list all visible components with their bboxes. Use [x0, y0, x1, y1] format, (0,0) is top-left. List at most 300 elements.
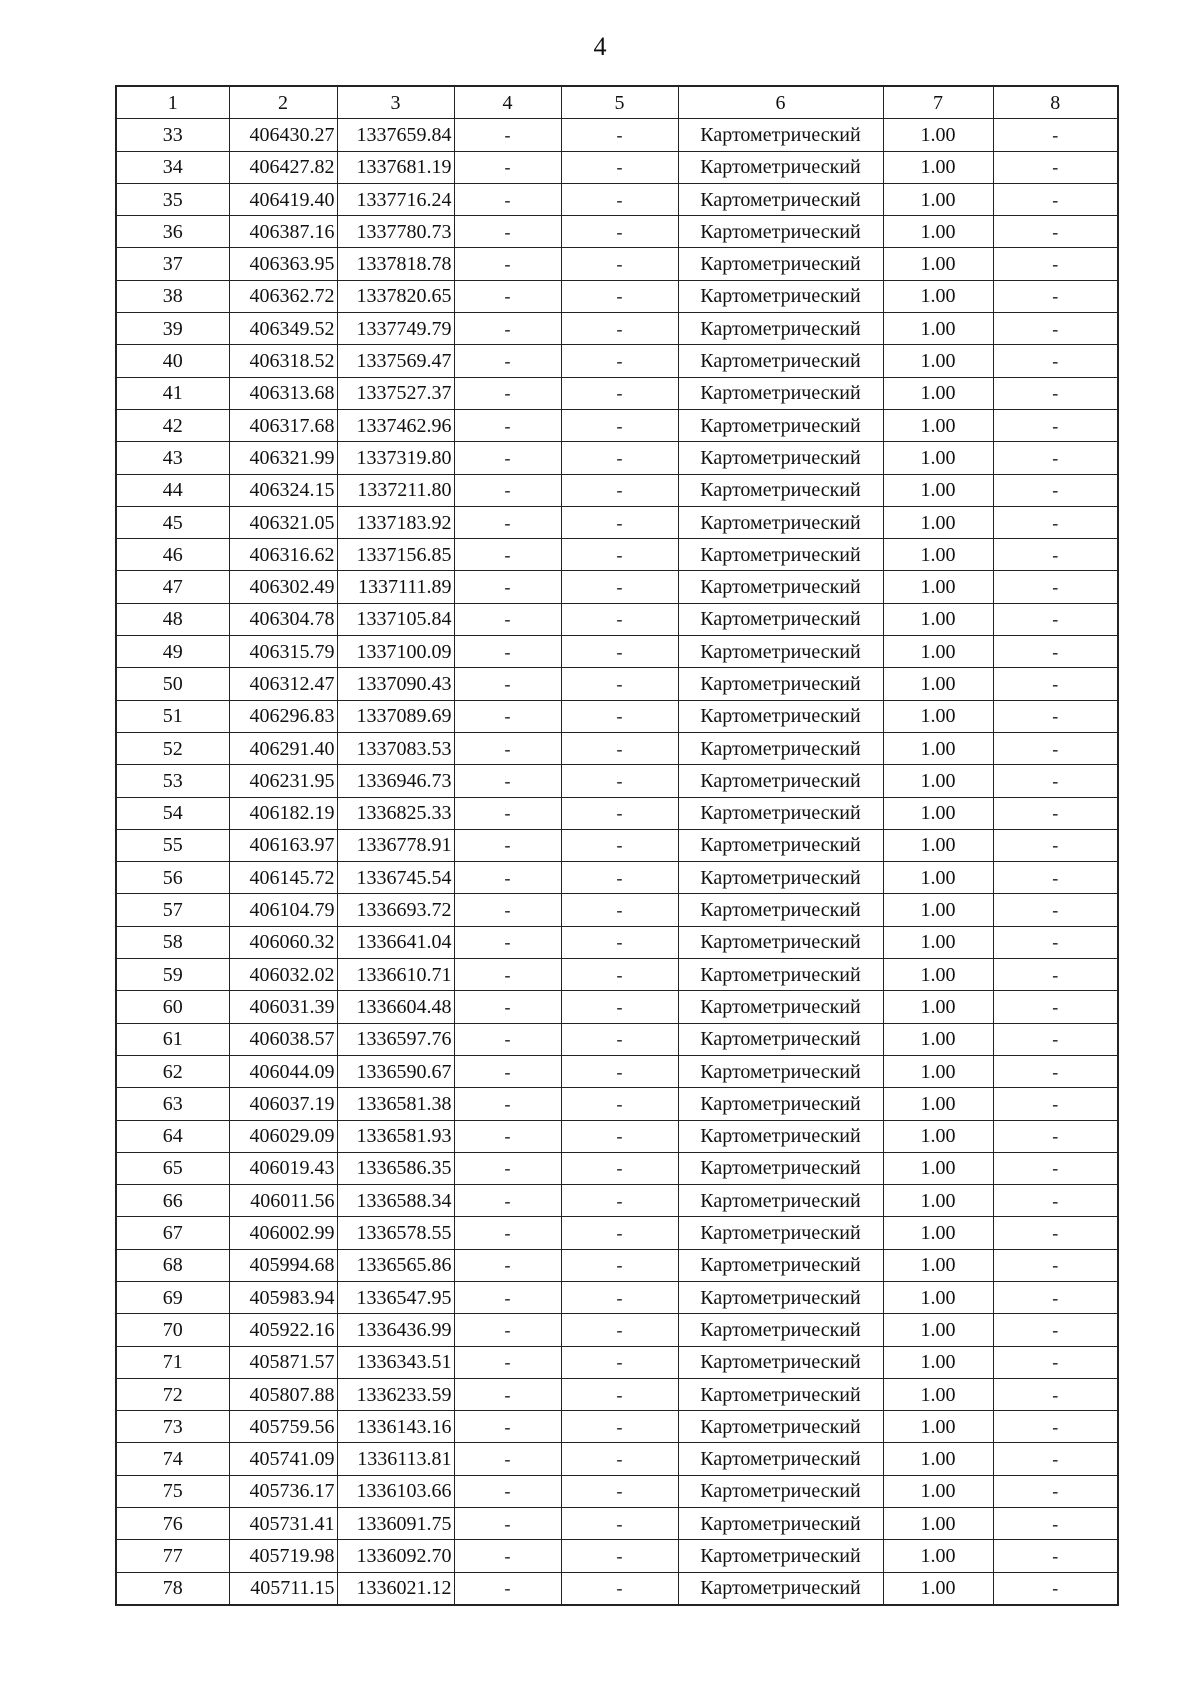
column-5-cell: - [561, 377, 678, 409]
column-5-cell: - [561, 1249, 678, 1281]
column-4-cell: - [454, 1411, 561, 1443]
table-row [116, 216, 1118, 248]
column-5-cell: - [561, 474, 678, 506]
table-row [116, 1185, 1118, 1217]
column-5-cell: - [561, 926, 678, 958]
column-4-cell: - [454, 1475, 561, 1507]
column-5-cell: - [561, 183, 678, 215]
method-cell: Картометрический [678, 636, 883, 668]
accuracy-cell: 1.00 [883, 1314, 993, 1346]
y-coordinate-cell: 1336745.54 [337, 862, 454, 894]
table-row [116, 829, 1118, 861]
point-number-cell: 71 [116, 1346, 229, 1378]
point-number-cell: 64 [116, 1120, 229, 1152]
accuracy-cell: 1.00 [883, 1120, 993, 1152]
column-8-cell: - [993, 474, 1118, 506]
point-number-cell: 48 [116, 603, 229, 635]
accuracy-cell: 1.00 [883, 474, 993, 506]
point-number-cell: 43 [116, 442, 229, 474]
x-coordinate-cell: 406313.68 [229, 377, 337, 409]
x-coordinate-cell: 406231.95 [229, 765, 337, 797]
page-number: 4 [593, 32, 607, 61]
table-row [116, 1088, 1118, 1120]
accuracy-cell: 1.00 [883, 700, 993, 732]
column-header-5: 5 [561, 86, 678, 119]
method-cell: Картометрический [678, 1475, 883, 1507]
point-number-cell: 57 [116, 894, 229, 926]
y-coordinate-cell: 1337749.79 [337, 313, 454, 345]
column-4-cell: - [454, 377, 561, 409]
column-5-cell: - [561, 1572, 678, 1605]
accuracy-cell: 1.00 [883, 732, 993, 764]
accuracy-cell: 1.00 [883, 313, 993, 345]
x-coordinate-cell: 406317.68 [229, 409, 337, 441]
column-4-cell: - [454, 216, 561, 248]
column-5-cell: - [561, 1540, 678, 1572]
column-4-cell: - [454, 1572, 561, 1605]
column-8-cell: - [993, 1217, 1118, 1249]
method-cell: Картометрический [678, 1088, 883, 1120]
column-5-cell: - [561, 539, 678, 571]
column-4-cell: - [454, 732, 561, 764]
table-row [116, 1281, 1118, 1313]
column-4-cell: - [454, 894, 561, 926]
column-5-cell: - [561, 216, 678, 248]
method-cell: Картометрический [678, 571, 883, 603]
accuracy-cell: 1.00 [883, 1217, 993, 1249]
column-header-4: 4 [454, 86, 561, 119]
y-coordinate-cell: 1336946.73 [337, 765, 454, 797]
accuracy-cell: 1.00 [883, 1508, 993, 1540]
table-row [116, 409, 1118, 441]
column-5-cell: - [561, 119, 678, 151]
table-row [116, 894, 1118, 926]
x-coordinate-cell: 406032.02 [229, 959, 337, 991]
column-4-cell: - [454, 474, 561, 506]
x-coordinate-cell: 406291.40 [229, 732, 337, 764]
column-8-cell: - [993, 1314, 1118, 1346]
table-row [116, 1411, 1118, 1443]
point-number-cell: 39 [116, 313, 229, 345]
column-5-cell: - [561, 1185, 678, 1217]
point-number-cell: 62 [116, 1055, 229, 1087]
point-number-cell: 50 [116, 668, 229, 700]
table-row [116, 377, 1118, 409]
column-4-cell: - [454, 506, 561, 538]
x-coordinate-cell: 406104.79 [229, 894, 337, 926]
table-row [116, 345, 1118, 377]
x-coordinate-cell: 405807.88 [229, 1378, 337, 1410]
y-coordinate-cell: 1336343.51 [337, 1346, 454, 1378]
x-coordinate-cell: 406316.62 [229, 539, 337, 571]
method-cell: Картометрический [678, 506, 883, 538]
y-coordinate-cell: 1336103.66 [337, 1475, 454, 1507]
y-coordinate-cell: 1337319.80 [337, 442, 454, 474]
column-5-cell: - [561, 280, 678, 312]
column-8-cell: - [993, 894, 1118, 926]
column-4-cell: - [454, 571, 561, 603]
x-coordinate-cell: 405759.56 [229, 1411, 337, 1443]
x-coordinate-cell: 405871.57 [229, 1346, 337, 1378]
table-row [116, 959, 1118, 991]
point-number-cell: 51 [116, 700, 229, 732]
point-number-cell: 55 [116, 829, 229, 861]
point-number-cell: 54 [116, 797, 229, 829]
y-coordinate-cell: 1336436.99 [337, 1314, 454, 1346]
column-8-cell: - [993, 1572, 1118, 1605]
table-header-row [116, 86, 1118, 119]
x-coordinate-cell: 406145.72 [229, 862, 337, 894]
column-4-cell: - [454, 409, 561, 441]
column-8-cell: - [993, 1023, 1118, 1055]
column-4-cell: - [454, 248, 561, 280]
x-coordinate-cell: 406038.57 [229, 1023, 337, 1055]
table-row [116, 1217, 1118, 1249]
y-coordinate-cell: 1337820.65 [337, 280, 454, 312]
accuracy-cell: 1.00 [883, 1185, 993, 1217]
x-coordinate-cell: 406037.19 [229, 1088, 337, 1120]
accuracy-cell: 1.00 [883, 829, 993, 861]
column-4-cell: - [454, 1540, 561, 1572]
point-number-cell: 58 [116, 926, 229, 958]
method-cell: Картометрический [678, 991, 883, 1023]
column-8-cell: - [993, 119, 1118, 151]
y-coordinate-cell: 1336581.93 [337, 1120, 454, 1152]
y-coordinate-cell: 1336581.38 [337, 1088, 454, 1120]
column-4-cell: - [454, 1152, 561, 1184]
column-8-cell: - [993, 1475, 1118, 1507]
accuracy-cell: 1.00 [883, 506, 993, 538]
column-4-cell: - [454, 1346, 561, 1378]
method-cell: Картометрический [678, 313, 883, 345]
y-coordinate-cell: 1336604.48 [337, 991, 454, 1023]
y-coordinate-cell: 1336091.75 [337, 1508, 454, 1540]
column-5-cell: - [561, 732, 678, 764]
column-8-cell: - [993, 1185, 1118, 1217]
table-row [116, 797, 1118, 829]
point-number-cell: 44 [116, 474, 229, 506]
table-row [116, 1346, 1118, 1378]
y-coordinate-cell: 1336825.33 [337, 797, 454, 829]
y-coordinate-cell: 1336693.72 [337, 894, 454, 926]
point-number-cell: 36 [116, 216, 229, 248]
table-row [116, 668, 1118, 700]
y-coordinate-cell: 1336778.91 [337, 829, 454, 861]
column-5-cell: - [561, 1120, 678, 1152]
accuracy-cell: 1.00 [883, 377, 993, 409]
column-4-cell: - [454, 183, 561, 215]
x-coordinate-cell: 406349.52 [229, 313, 337, 345]
column-header-3: 3 [337, 86, 454, 119]
column-4-cell: - [454, 636, 561, 668]
x-coordinate-cell: 406324.15 [229, 474, 337, 506]
method-cell: Картометрический [678, 1378, 883, 1410]
y-coordinate-cell: 1337100.09 [337, 636, 454, 668]
point-number-cell: 47 [116, 571, 229, 603]
accuracy-cell: 1.00 [883, 1055, 993, 1087]
point-number-cell: 37 [116, 248, 229, 280]
column-4-cell: - [454, 1508, 561, 1540]
column-5-cell: - [561, 248, 678, 280]
method-cell: Картометрический [678, 1055, 883, 1087]
column-8-cell: - [993, 1281, 1118, 1313]
column-8-cell: - [993, 829, 1118, 861]
y-coordinate-cell: 1337681.19 [337, 151, 454, 183]
column-5-cell: - [561, 894, 678, 926]
accuracy-cell: 1.00 [883, 119, 993, 151]
table-row [116, 732, 1118, 764]
column-4-cell: - [454, 991, 561, 1023]
method-cell: Картометрический [678, 1152, 883, 1184]
column-5-cell: - [561, 959, 678, 991]
method-cell: Картометрический [678, 1249, 883, 1281]
x-coordinate-cell: 405983.94 [229, 1281, 337, 1313]
column-4-cell: - [454, 1185, 561, 1217]
column-4-cell: - [454, 1217, 561, 1249]
method-cell: Картометрический [678, 1120, 883, 1152]
accuracy-cell: 1.00 [883, 571, 993, 603]
method-cell: Картометрический [678, 248, 883, 280]
column-5-cell: - [561, 1378, 678, 1410]
method-cell: Картометрический [678, 151, 883, 183]
point-number-cell: 56 [116, 862, 229, 894]
column-header-1: 1 [116, 86, 229, 119]
x-coordinate-cell: 406296.83 [229, 700, 337, 732]
point-number-cell: 69 [116, 1281, 229, 1313]
column-8-cell: - [993, 248, 1118, 280]
x-coordinate-cell: 405731.41 [229, 1508, 337, 1540]
column-5-cell: - [561, 409, 678, 441]
accuracy-cell: 1.00 [883, 1023, 993, 1055]
column-4-cell: - [454, 1023, 561, 1055]
point-number-cell: 72 [116, 1378, 229, 1410]
method-cell: Картометрический [678, 1443, 883, 1475]
y-coordinate-cell: 1337089.69 [337, 700, 454, 732]
point-number-cell: 74 [116, 1443, 229, 1475]
column-4-cell: - [454, 668, 561, 700]
method-cell: Картометрический [678, 345, 883, 377]
column-4-cell: - [454, 442, 561, 474]
method-cell: Картометрический [678, 216, 883, 248]
point-number-cell: 42 [116, 409, 229, 441]
method-cell: Картометрический [678, 1023, 883, 1055]
accuracy-cell: 1.00 [883, 959, 993, 991]
table-row [116, 862, 1118, 894]
point-number-cell: 33 [116, 119, 229, 151]
column-4-cell: - [454, 539, 561, 571]
table-row [116, 280, 1118, 312]
accuracy-cell: 1.00 [883, 1281, 993, 1313]
point-number-cell: 53 [116, 765, 229, 797]
point-number-cell: 77 [116, 1540, 229, 1572]
column-8-cell: - [993, 603, 1118, 635]
method-cell: Картометрический [678, 926, 883, 958]
accuracy-cell: 1.00 [883, 151, 993, 183]
x-coordinate-cell: 406044.09 [229, 1055, 337, 1087]
x-coordinate-cell: 406302.49 [229, 571, 337, 603]
column-4-cell: - [454, 1378, 561, 1410]
column-5-cell: - [561, 151, 678, 183]
method-cell: Картометрический [678, 119, 883, 151]
table-row [116, 539, 1118, 571]
point-number-cell: 65 [116, 1152, 229, 1184]
column-8-cell: - [993, 1508, 1118, 1540]
y-coordinate-cell: 1336021.12 [337, 1572, 454, 1605]
column-header-2: 2 [229, 86, 337, 119]
table-row [116, 926, 1118, 958]
x-coordinate-cell: 405741.09 [229, 1443, 337, 1475]
table-row [116, 1540, 1118, 1572]
method-cell: Картометрический [678, 1217, 883, 1249]
x-coordinate-cell: 406312.47 [229, 668, 337, 700]
column-4-cell: - [454, 1281, 561, 1313]
x-coordinate-cell: 405994.68 [229, 1249, 337, 1281]
x-coordinate-cell: 406318.52 [229, 345, 337, 377]
point-number-cell: 67 [116, 1217, 229, 1249]
column-5-cell: - [561, 1443, 678, 1475]
table-row [116, 700, 1118, 732]
y-coordinate-cell: 1337111.89 [337, 571, 454, 603]
column-header-8: 8 [993, 86, 1118, 119]
column-5-cell: - [561, 1314, 678, 1346]
point-number-cell: 75 [116, 1475, 229, 1507]
accuracy-cell: 1.00 [883, 183, 993, 215]
accuracy-cell: 1.00 [883, 1572, 993, 1605]
y-coordinate-cell: 1337527.37 [337, 377, 454, 409]
method-cell: Картометрический [678, 1540, 883, 1572]
column-5-cell: - [561, 636, 678, 668]
table-row [116, 571, 1118, 603]
table-row [116, 248, 1118, 280]
column-8-cell: - [993, 539, 1118, 571]
column-5-cell: - [561, 700, 678, 732]
method-cell: Картометрический [678, 668, 883, 700]
point-number-cell: 45 [116, 506, 229, 538]
coordinates-table [115, 85, 1119, 1606]
x-coordinate-cell: 406419.40 [229, 183, 337, 215]
column-8-cell: - [993, 506, 1118, 538]
column-4-cell: - [454, 345, 561, 377]
column-4-cell: - [454, 1249, 561, 1281]
y-coordinate-cell: 1336113.81 [337, 1443, 454, 1475]
column-4-cell: - [454, 1120, 561, 1152]
y-coordinate-cell: 1336143.16 [337, 1411, 454, 1443]
table-row [116, 183, 1118, 215]
method-cell: Картометрический [678, 1281, 883, 1313]
column-4-cell: - [454, 1314, 561, 1346]
column-8-cell: - [993, 1540, 1118, 1572]
column-8-cell: - [993, 571, 1118, 603]
column-5-cell: - [561, 506, 678, 538]
column-4-cell: - [454, 700, 561, 732]
column-5-cell: - [561, 1088, 678, 1120]
method-cell: Картометрический [678, 1572, 883, 1605]
column-8-cell: - [993, 377, 1118, 409]
y-coordinate-cell: 1337090.43 [337, 668, 454, 700]
column-8-cell: - [993, 151, 1118, 183]
x-coordinate-cell: 406387.16 [229, 216, 337, 248]
method-cell: Картометрический [678, 442, 883, 474]
accuracy-cell: 1.00 [883, 1475, 993, 1507]
accuracy-cell: 1.00 [883, 216, 993, 248]
method-cell: Картометрический [678, 894, 883, 926]
column-4-cell: - [454, 1088, 561, 1120]
x-coordinate-cell: 406060.32 [229, 926, 337, 958]
method-cell: Картометрический [678, 765, 883, 797]
column-8-cell: - [993, 797, 1118, 829]
column-5-cell: - [561, 797, 678, 829]
point-number-cell: 38 [116, 280, 229, 312]
point-number-cell: 46 [116, 539, 229, 571]
y-coordinate-cell: 1337083.53 [337, 732, 454, 764]
x-coordinate-cell: 406163.97 [229, 829, 337, 861]
column-5-cell: - [561, 345, 678, 377]
table-row [116, 1314, 1118, 1346]
x-coordinate-cell: 406019.43 [229, 1152, 337, 1184]
column-header-7: 7 [883, 86, 993, 119]
column-5-cell: - [561, 862, 678, 894]
column-5-cell: - [561, 442, 678, 474]
accuracy-cell: 1.00 [883, 894, 993, 926]
y-coordinate-cell: 1337156.85 [337, 539, 454, 571]
accuracy-cell: 1.00 [883, 409, 993, 441]
column-8-cell: - [993, 1378, 1118, 1410]
column-8-cell: - [993, 345, 1118, 377]
x-coordinate-cell: 405736.17 [229, 1475, 337, 1507]
method-cell: Картометрический [678, 959, 883, 991]
y-coordinate-cell: 1336590.67 [337, 1055, 454, 1087]
table-row [116, 1475, 1118, 1507]
column-8-cell: - [993, 991, 1118, 1023]
column-8-cell: - [993, 732, 1118, 764]
point-number-cell: 61 [116, 1023, 229, 1055]
column-8-cell: - [993, 700, 1118, 732]
column-8-cell: - [993, 280, 1118, 312]
y-coordinate-cell: 1336641.04 [337, 926, 454, 958]
column-8-cell: - [993, 409, 1118, 441]
table-body [116, 119, 1118, 1605]
point-number-cell: 76 [116, 1508, 229, 1540]
column-8-cell: - [993, 1411, 1118, 1443]
column-8-cell: - [993, 926, 1118, 958]
point-number-cell: 59 [116, 959, 229, 991]
y-coordinate-cell: 1336586.35 [337, 1152, 454, 1184]
method-cell: Картометрический [678, 700, 883, 732]
method-cell: Картометрический [678, 474, 883, 506]
column-8-cell: - [993, 313, 1118, 345]
accuracy-cell: 1.00 [883, 442, 993, 474]
column-5-cell: - [561, 829, 678, 861]
accuracy-cell: 1.00 [883, 636, 993, 668]
point-number-cell: 78 [116, 1572, 229, 1605]
method-cell: Картометрический [678, 409, 883, 441]
column-8-cell: - [993, 862, 1118, 894]
accuracy-cell: 1.00 [883, 1378, 993, 1410]
method-cell: Картометрический [678, 1185, 883, 1217]
column-8-cell: - [993, 636, 1118, 668]
accuracy-cell: 1.00 [883, 1411, 993, 1443]
accuracy-cell: 1.00 [883, 1152, 993, 1184]
y-coordinate-cell: 1337105.84 [337, 603, 454, 635]
column-5-cell: - [561, 1508, 678, 1540]
y-coordinate-cell: 1337716.24 [337, 183, 454, 215]
column-5-cell: - [561, 1475, 678, 1507]
point-number-cell: 41 [116, 377, 229, 409]
column-4-cell: - [454, 280, 561, 312]
column-8-cell: - [993, 1443, 1118, 1475]
accuracy-cell: 1.00 [883, 1443, 993, 1475]
method-cell: Картометрический [678, 377, 883, 409]
